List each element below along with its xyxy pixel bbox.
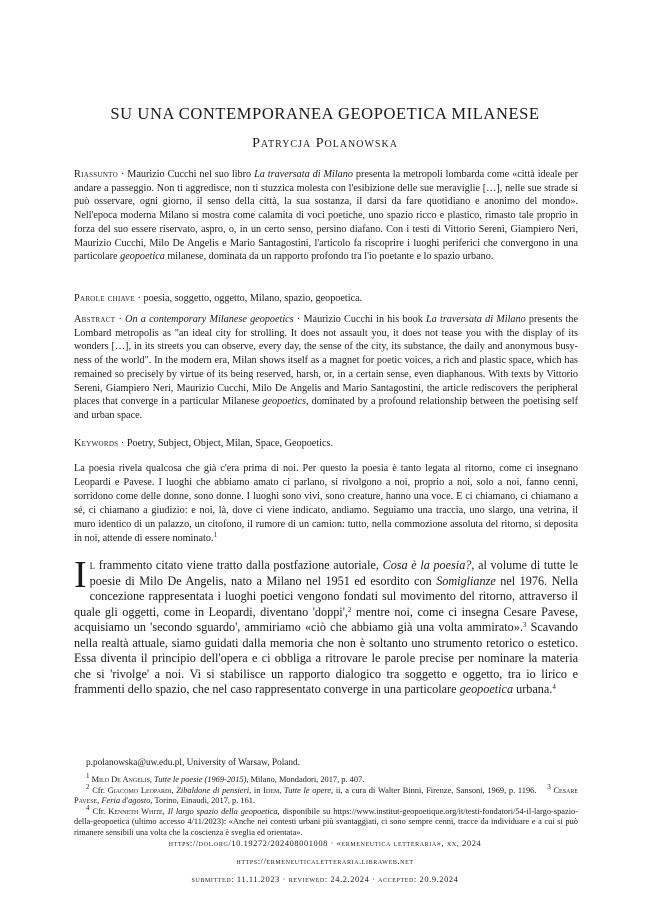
keywords: [74, 437, 578, 451]
footnote-2-title: Zibaldone di pensieri: [176, 785, 250, 795]
parole-label: Parole chiave: [74, 293, 135, 304]
epigraph: [74, 462, 578, 546]
footnote-ref-1[interactable]: 1: [213, 531, 217, 539]
drop-cap: I: [74, 554, 87, 596]
book-title-cosa: Cosa è la poesia?: [382, 558, 472, 572]
footnote-4-rest[interactable]: , disponibile su https://www.institut-geopoetique.org/it/testi-fondatori/54-il-largo-spazio-della-geopoetica (ultimo accesso 4/11/2023): «Anche nei contesti urbani più svantaggiati, ci sono sempre cenni, tracce da individuare e a cui si può rimanere sensibili una volta che la coscienza è sveglia ed orientata».: [74, 806, 579, 837]
footnote-ref-4[interactable]: 4: [552, 683, 556, 691]
body-paragraph: [74, 554, 578, 698]
body-text-5: Scavando nella realtà attuale, siamo guidati dalla memoria che non è soltanto uno strumento retorico o estetico. Essa diventa il principio dell'opera e ci obbliga a ritrovare le parole precise per nominare la materia che si 'rivolge' a noi. Vi si stabilisce un rapporto dialogico tra soggetto e oggetto, tra io lirico e frammenti dello spazio, che nel caso rappresentato converge in una particolare: [74, 620, 578, 696]
footnote-ref-3[interactable]: 3: [522, 621, 527, 629]
footnote-3-title: Feria d'agosto: [101, 796, 151, 806]
footnote-3-author: Cesare Pavese: [74, 785, 579, 806]
abstract-label: Abstract: [74, 314, 116, 325]
abstract-text: presents the Lombard metropolis as "an ideal city for strolling. It does not assault you, it does not tease you with the display of its wonders […], in its streets you can observe, every day, the sense of the city, its substance, the daily and anonymous busy-ness of the world". In the modern era, Milan shows itself as a magnet for poetic voices, a rich and plastic space, which has remained so precisely by virtue of its being reserved, harsh, or, in a certain sense, even diaphanous. With texts by Vittorio Sereni, Giampiero Neri, Maurizio Cucchi, Milo De Angelis and Mario Santagostini, the article rediscovers the peripheral places that converge in a particular Milanese: [74, 314, 578, 408]
abstract: [74, 313, 578, 423]
footnote-3-num: 3: [547, 782, 551, 791]
abstract-geo: geopoetics: [262, 396, 306, 408]
footer-website[interactable]: https://ermeneuticaletteraria.libraweb.net: [236, 857, 414, 866]
footnote-1-title: Tutte le poesie (1969-2015): [154, 775, 247, 784]
abstract-subtitle: On a contemporary Milanese geopoetics: [125, 314, 294, 325]
footnote-2-idem: Idem: [263, 785, 280, 795]
footnotes: [74, 772, 579, 839]
abstract-book: La traversata di Milano: [426, 314, 526, 325]
footer-doi[interactable]: https://doi.org/10.19272/202408001008 · «ermeneutica letteraria», xx, 2024: [168, 839, 482, 848]
parole-text: · poesia, soggetto, oggetto, Milano, spazio, geopoetica.: [134, 293, 363, 304]
body-text-6: urbana.: [513, 682, 553, 696]
parole-chiave: [74, 292, 578, 306]
footnote-2-rest: , ii, a cura di Walter Binni, Firenze, Sansoni, 1969, p. 1196.: [331, 785, 537, 795]
body-text-3: nel 1976. Nella concezione rappresentata i luoghi poetici vengono fondati sul movimento del ritorno, attraverso il quale gli oggetti, come in Leopardi, diventano 'doppi',: [74, 573, 578, 619]
abstract-sep1: ·: [115, 314, 126, 325]
abstract-text-end: , dominated by a profound relationship between the poetising self and urban space.: [74, 396, 578, 421]
footnote-2-sep: ,: [279, 785, 285, 795]
footnote-3-rest: , Torino, Einaudi, 2017, p. 161.: [150, 796, 256, 806]
footnote-4: $^4$ Cfr. Kenneth White, Il largo spazio della geopoetica, disponibile su https://www.institut-geopoetique.org/it/testi-fondatori/54-il-largo-spazio-della-geopoetica (ultimo accesso 4/11/2023): «Anche nei contesti urbani più svantaggiati, ci sono sempre cenni, tracce da individuare e a cui si può rimanere sensibili una volta che la coscienza è sveglia ed orientata».: [74, 803, 579, 837]
abstract-sep2: · Maurizio Cucchi in his book: [293, 314, 427, 325]
footnote-4-title: Il largo spazio della geopoetica: [167, 806, 278, 816]
body-text-1: frammento citato viene tratto dalla postfazione autoriale,: [95, 558, 383, 572]
footnote-4-cfr: Cfr.: [92, 806, 109, 816]
body-geo: geopoetica: [459, 682, 514, 696]
footnote-1-num: 1: [86, 772, 90, 780]
author-affiliation[interactable]: p.polanowska@uw.edu.pl, University of Warsaw, Poland.: [86, 758, 301, 768]
riassunto-label: Riassunto: [74, 169, 118, 180]
footnote-2-title2: Tutte le opere: [284, 785, 332, 795]
riassunto-text: presenta la metropoli lombarda come «città ideale per andare a passeggio. Non ti aggredisce, non ti stuzzica molesta con l'esibizione delle sue meraviglie […], nelle sue strade si può osservare, ogni giorno, il senso della città, la sua sostanza, il darsi da fare quotidiano e anonimo del mondo». Nell'epoca moderna Milano si mostra come calamita di voci poetiche, uno spazio ricco e plastico, rimasto tale proprio in forza del suo essere riservato, aspro, o, in un certo senso, persino diafano. Con i testi di Vittorio Sereni, Giampiero Neri, Maurizio Cucchi, Milo De Angelis e Mario Santagostini, l'articolo fa riscoprire i luoghi periferici che convergono in una particolare: [74, 169, 578, 263]
riassunto-book: La traversata di Milano: [254, 169, 353, 180]
footnote-ref-2[interactable]: 2: [347, 605, 352, 614]
footnote-2-3: $^2$ Cfr. Giacomo Leopardi, Zibaldone di pensieri, in Idem, Tutte le opere, ii, a cura di Walter Binni, Firenze, Sansoni, 1969, p. 1196. $^3$ Cesare Pavese, Feria d'agosto, Torino, Einaudi, 2017, p. 161.: [74, 782, 579, 806]
riassunto: [74, 168, 578, 264]
article-title: SU UNA CONTEMPORANEA GEOPOETICA MILANESE: [110, 104, 540, 123]
riassunto-text-end: milanese, dominata da un rapporto profondo tra l'io poetante e lo spazio urbano.: [164, 251, 494, 263]
footnote-2-author: Giacomo Leopardi: [107, 785, 172, 795]
footnote-1: $^1$ Milo De Angelis, Tutte le poesie (1969-2015), Milano, Mondadori, 2017, p. 407.: [86, 772, 365, 784]
footnote-2-cfr: Cfr.: [92, 785, 108, 795]
epigraph-text: La poesia rivela qualcosa che già c'era prima di noi. Per questo la poesia è tanto legata al ritorno, come ci insegnano Leopardi e Pavese. I luoghi che abbiamo amato ci parlano, si rivolgono a noi, proprio a noi, solo a noi, fanno cenni, sorridono come delle donne, sono donne. I luoghi sono vivi, sono creature, hanno una voce. E ci chiamano, ci chiamano a sé, ci chiamano a giudizio: e noi, là, dove ci viene indicato, andiamo. Seguiamo una traccia, uno slargo, una vetrina, il muro identico di un palazzo, un citofono, il rumore di un camion: tutto, nella commozione assoluta del ritorno, si deposita in noi, attende di essere nominato.: [74, 463, 578, 544]
footnote-1-rest: , Milano, Mondadori, 2017, p. 407.: [246, 775, 365, 784]
footer-dates: submitted: 11.11.2023 · reviewed: 24.2.2024 · accepted: 20.9.2024: [191, 875, 459, 884]
book-title-somiglianze: Somiglianze: [436, 573, 496, 588]
footnote-2-mid: , in: [249, 785, 264, 795]
keywords-label: Keywords: [74, 438, 119, 449]
first-word: l: [89, 558, 96, 572]
footnote-1-author: Milo De Angelis: [91, 775, 150, 784]
riassunto-geo: geopoetica: [120, 251, 165, 263]
footnote-4-author: Kenneth White: [108, 806, 163, 816]
body-text-4: mentre noi, come ci insegna Cesare Pavese, acquisiamo un 'secondo sguardo', ammiriamo «ciò che abbiamo già una volta ammirato».: [74, 604, 578, 634]
body-text-2: , al volume di tutte le poesie di Milo De Angelis, nato a Milano nel 1951 ed esordito con: [89, 558, 578, 588]
keywords-text: · Poetry, Subject, Object, Milan, Space, Geopoetics.: [118, 438, 334, 449]
article-author: Patrycja Polanowska: [252, 136, 398, 151]
riassunto-sep: · Maurizio Cucchi nel suo libro: [117, 169, 255, 180]
footnote-2-num: 2: [86, 782, 90, 791]
footnote-4-num: 4: [86, 803, 90, 812]
